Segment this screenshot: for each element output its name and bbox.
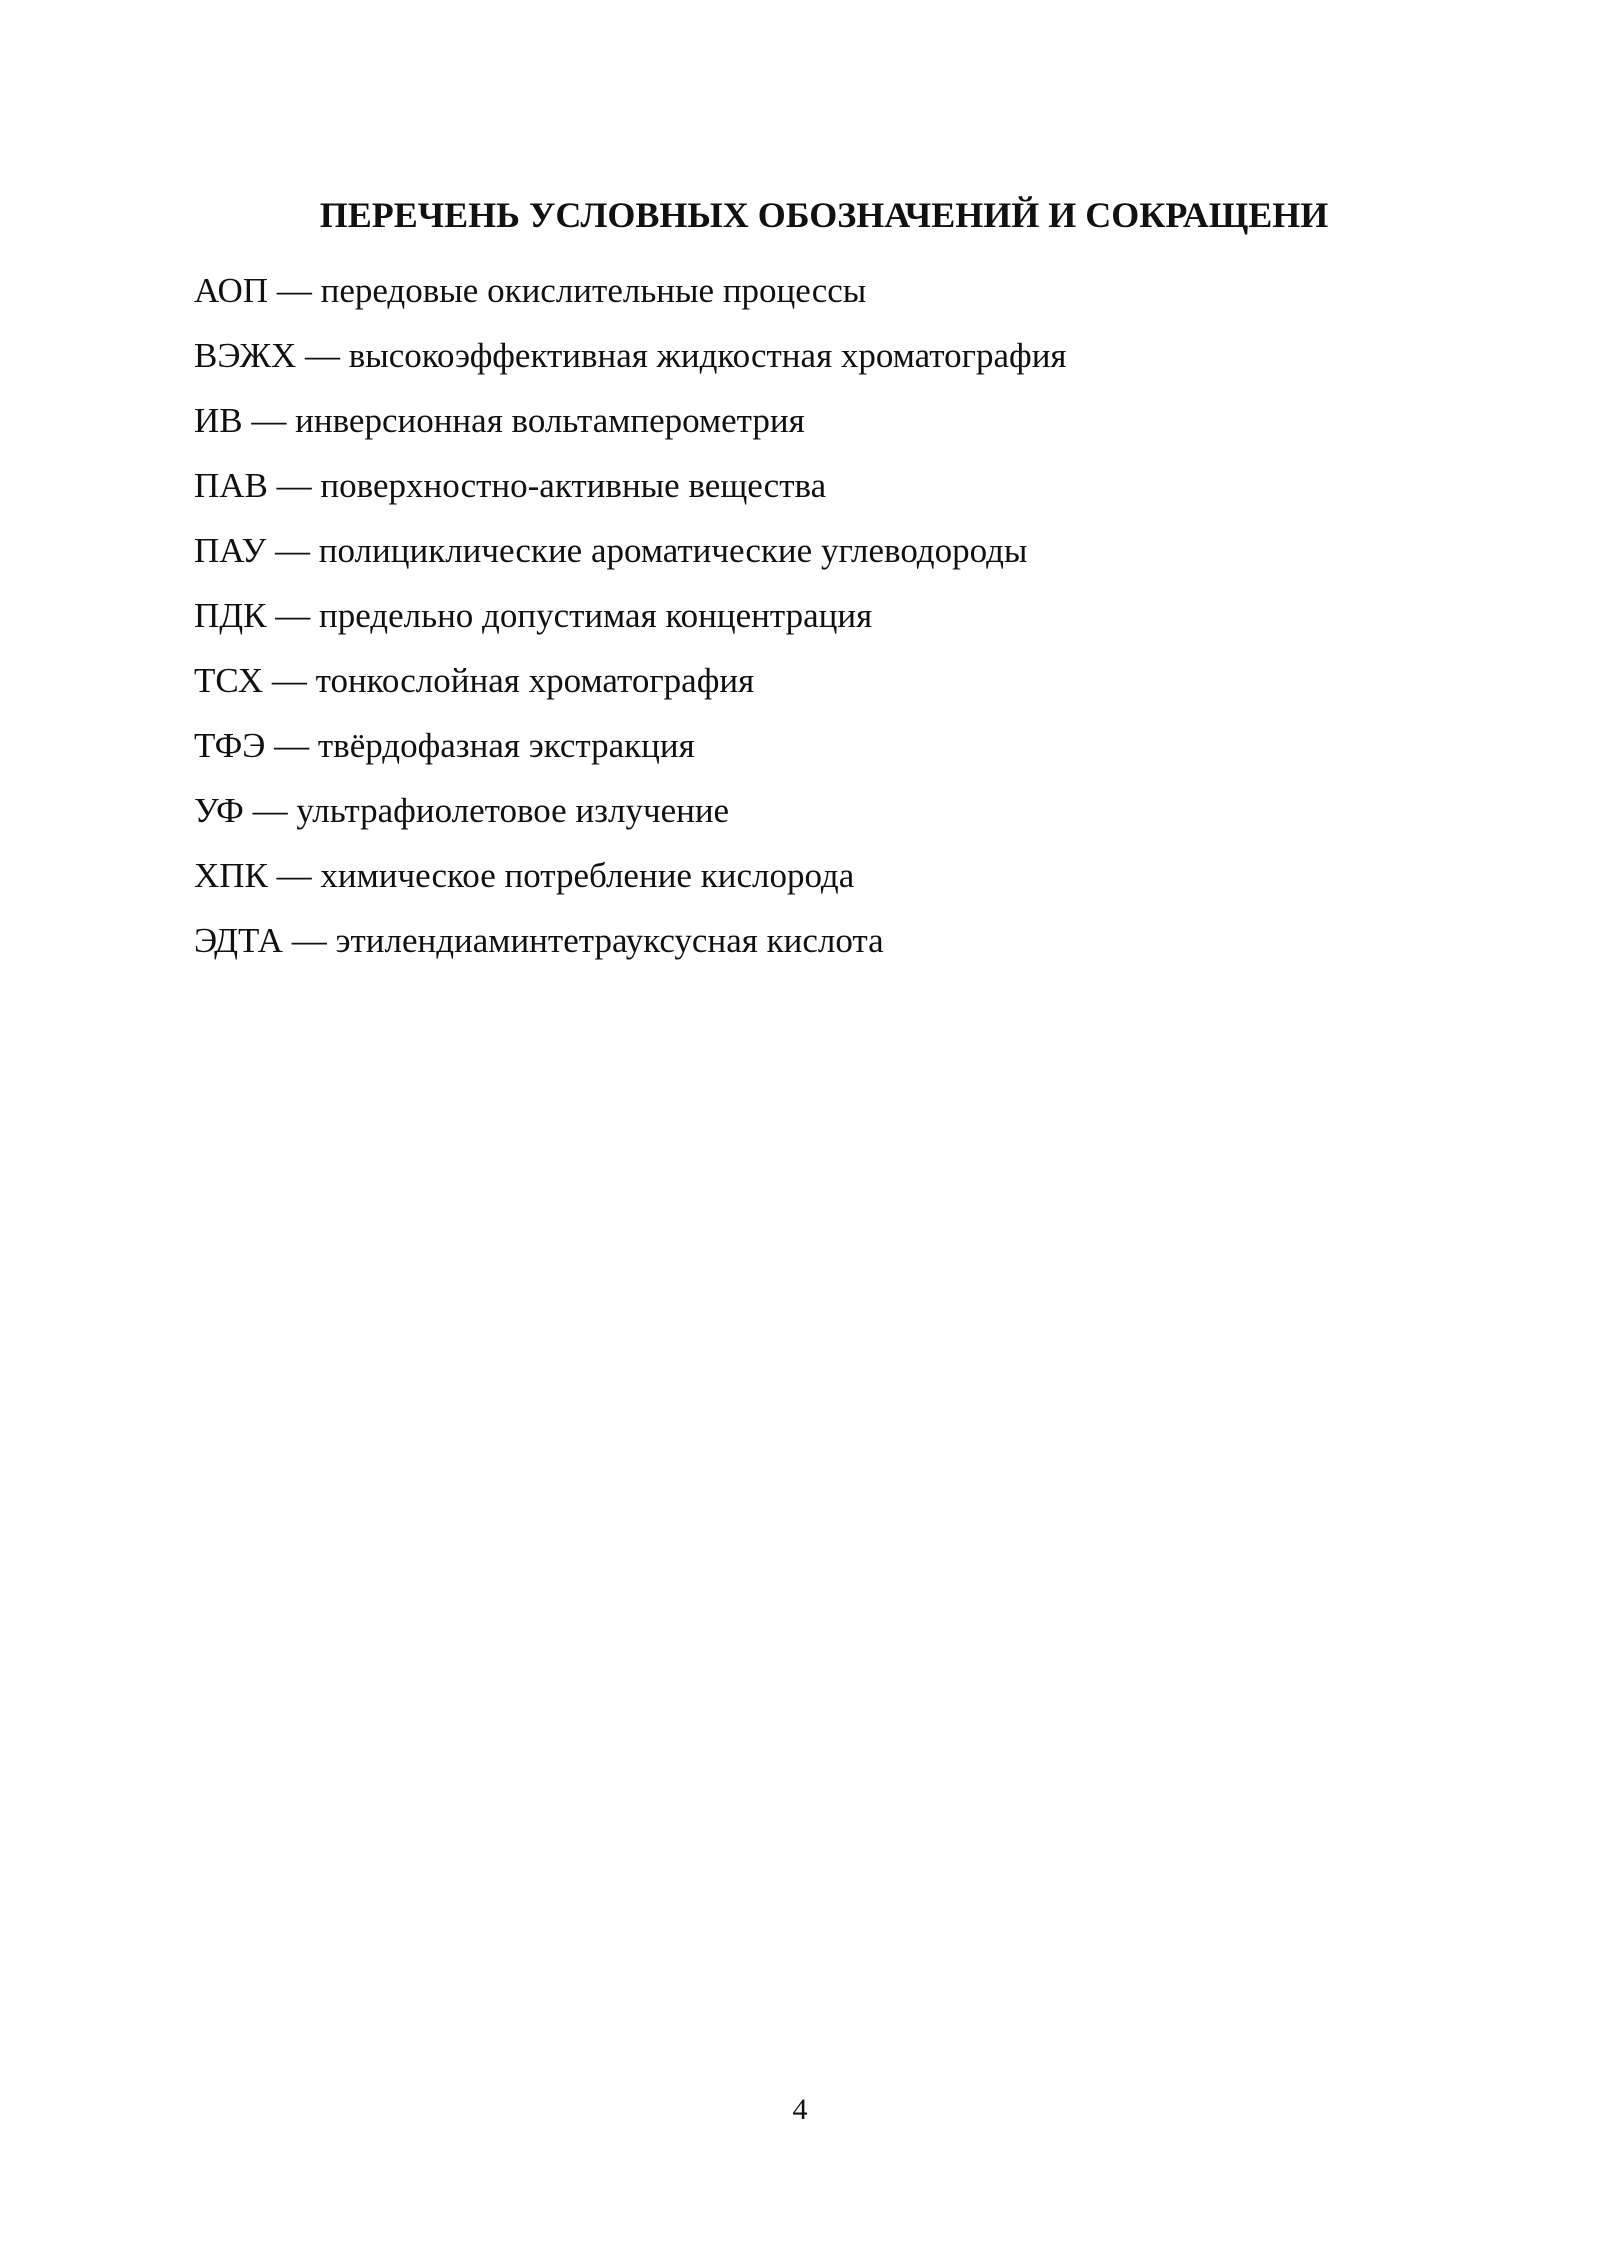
list-item xyxy=(194,908,1067,973)
list-item xyxy=(194,713,1067,778)
list-item xyxy=(194,258,1067,323)
list-item xyxy=(194,648,1067,713)
abbreviation: ИВ xyxy=(194,401,243,440)
abbreviation: УФ xyxy=(194,791,244,830)
definition: тонкослойная хроматография xyxy=(315,661,755,700)
abbreviation: ВЭЖХ xyxy=(194,336,297,375)
abbreviation: АОП xyxy=(194,271,269,310)
dash-separator: — xyxy=(304,336,340,375)
definition: ультрафиолетовое излучение xyxy=(296,791,730,830)
definition: поверхностно-активные вещества xyxy=(320,466,827,505)
page-title: ПЕРЕЧЕНЬ УСЛОВНЫХ ОБОЗНАЧЕНИЙ И СОКРАЩЕНИ xyxy=(319,195,1329,235)
abbreviation-list xyxy=(194,258,1067,973)
dash-separator: — xyxy=(276,466,312,505)
list-item xyxy=(194,583,1067,648)
dash-separator: — xyxy=(251,401,287,440)
definition: высокоэффективная жидкостная хроматография xyxy=(348,336,1067,375)
dash-separator: — xyxy=(274,726,310,765)
list-item xyxy=(194,453,1067,518)
dash-separator: — xyxy=(252,791,288,830)
abbreviation: ПАВ xyxy=(194,466,268,505)
definition: этилендиаминтетрауксусная кислота xyxy=(335,921,884,960)
abbreviation: ТСХ xyxy=(194,661,264,700)
dash-separator: — xyxy=(271,661,307,700)
list-item xyxy=(194,778,1067,843)
list-item xyxy=(194,843,1067,908)
dash-separator: — xyxy=(291,921,327,960)
abbreviation: ХПК xyxy=(194,856,268,895)
definition: полициклические ароматические углеводороды xyxy=(318,531,1028,570)
definition: химическое потребление кислорода xyxy=(320,856,855,895)
list-item xyxy=(194,388,1067,453)
definition: предельно допустимая концентрация xyxy=(319,596,873,635)
abbreviation: ЭДТА xyxy=(194,921,283,960)
dash-separator: — xyxy=(276,856,312,895)
list-item xyxy=(194,323,1067,388)
definition: передовые окислительные процессы xyxy=(320,271,867,310)
dash-separator: — xyxy=(276,271,312,310)
abbreviation: ПДК xyxy=(194,596,267,635)
abbreviation: ПАУ xyxy=(194,531,267,570)
abbreviation: ТФЭ xyxy=(194,726,266,765)
definition: твёрдофазная экстракция xyxy=(317,726,695,765)
dash-separator: — xyxy=(275,596,311,635)
definition: инверсионная вольтамперометрия xyxy=(295,401,805,440)
dash-separator: — xyxy=(275,531,311,570)
page-number: 4 xyxy=(792,2093,808,2126)
list-item xyxy=(194,518,1067,583)
